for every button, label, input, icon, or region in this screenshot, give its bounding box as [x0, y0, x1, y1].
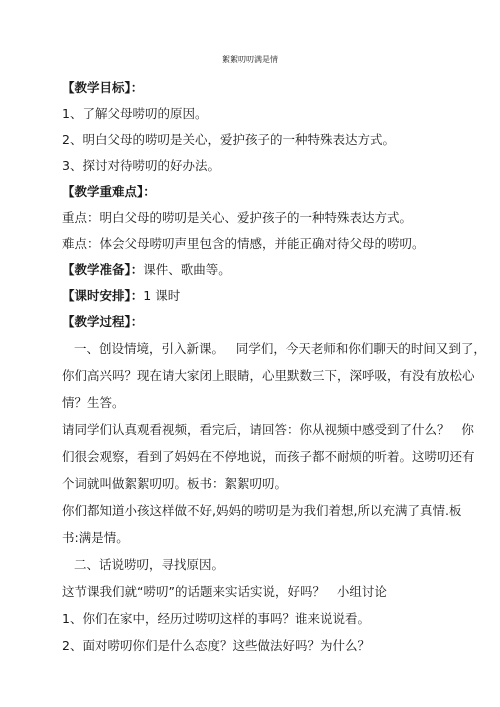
prep-value: 课件、歌曲等。: [143, 262, 231, 277]
time-value: 1 课时: [143, 288, 181, 303]
difficult-point: 难点：体会父母唠叨声里包含的情感，并能正确对待父母的唠叨。: [62, 236, 425, 251]
key-point: 重点：明白父母的唠叨是关心、爱护孩子的一种特殊表达方式。: [62, 210, 413, 225]
objective-item-2: 2、明白父母的唠叨是关心，爱护孩子的一种特殊表达方式。: [62, 132, 395, 147]
process-line-3: 情？生答。: [62, 395, 125, 410]
time-label: 【课时安排】：: [62, 288, 144, 303]
process-line-6: 个词就叫做絮絮叨叨。板书：絮絮叨叨。: [62, 476, 288, 491]
time-line: [62, 288, 180, 304]
process-heading: 【教学过程】：: [62, 314, 144, 329]
objective-item-3: 3、探讨对待唠叨的好办法。: [62, 158, 220, 173]
process-line-7: 你们都知道小孩这样做不好,妈妈的唠叨是为我们着想,所以充满了真情.板: [62, 503, 462, 518]
objective-item-1: 1、了解父母唠叨的原因。: [62, 106, 208, 121]
process-line-11: 1、你们在家中，经历过唠叨这样的事吗？谁来说说看。: [62, 611, 370, 626]
keypoints-heading: 【教学重难点】：: [62, 184, 156, 199]
process-line-8: 书:满是情。: [62, 530, 129, 545]
process-line-9: 二、话说唠叨，寻找原因。: [74, 557, 225, 572]
process-line-2: 你们高兴吗？现在请大家闭上眼睛，心里默数三下，深呼吸，有没有放松心: [62, 368, 475, 383]
document-title: 絮絮叨叨满是情: [222, 55, 278, 64]
process-line-10: 这节课我们就“唠叨”的话题来实话实说，好吗？ 小组讨论: [62, 584, 387, 599]
process-line-1: 一、创设情境，引入新课。 同学们，今天老师和你们聊天的时间又到了，: [74, 341, 486, 356]
process-line-5: 们很会观察，看到了妈妈在不停地说，而孩子都不耐烦的听着。这唠叨还有: [62, 449, 475, 464]
prep-label: 【教学准备】：: [62, 262, 144, 277]
process-line-12: 2、面对唠叨你们是什么态度？这些做法好吗？为什么？: [62, 638, 370, 653]
objectives-heading: 【教学目标】：: [62, 80, 144, 95]
process-line-4: 请同学们认真观看视频，看完后，请回答：你从视频中感受到了什么？ 你: [62, 422, 474, 437]
prep-line: [62, 262, 231, 278]
